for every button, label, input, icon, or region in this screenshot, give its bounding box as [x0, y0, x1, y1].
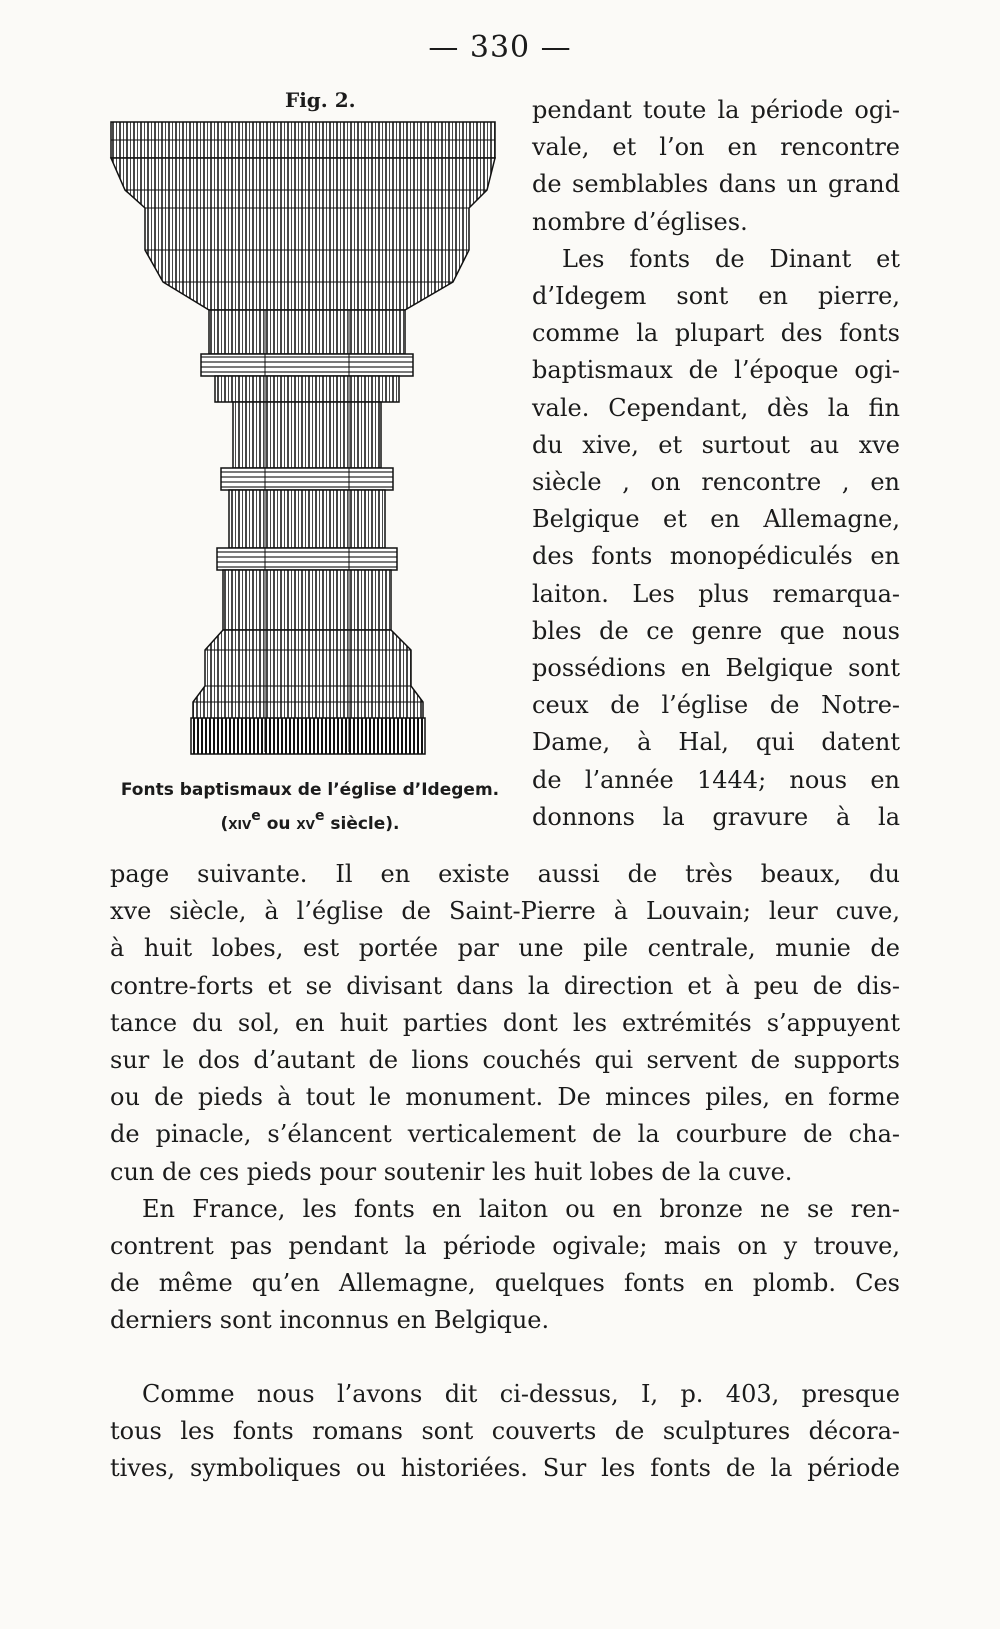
text-line: de même qu’en Allemagne, quelques fonts en plomb. Ces [110, 1269, 900, 1298]
figure-caption: Fonts baptismaux de l’église d’Idegem. [120, 780, 500, 800]
upper-moulding [209, 310, 405, 354]
page-number: — 330 — [428, 30, 572, 65]
figure-caption-date: (xiv$^e$ ou $xv^e$ siècle). [220, 808, 400, 834]
text-line: xve siècle, à l’église de Saint-Pierre à Louvain; leur cuve, [110, 897, 900, 926]
text-line: derniers sont inconnus en Belgique. [110, 1306, 550, 1335]
text-line: tance du sol, en huit parties dont les extrémités s’appuyent [110, 1008, 900, 1037]
text-line: laiton. Les plus remarqua- [532, 579, 900, 608]
text-line: contre-forts et se divisant dans la direction et à peu de dis- [110, 971, 900, 1000]
text-line: ceux de l’église de Notre- [532, 691, 900, 720]
text-line: contrent pas pendant la période ogivale; mais on y trouve, [110, 1232, 900, 1261]
paragraph-gap [110, 1340, 900, 1376]
figure-baptismal-font [95, 88, 525, 848]
text-line: cun de ces pieds pour soutenir les huit lobes de la cuve. [110, 1157, 793, 1186]
text-line: de l’année 1444; nous en [532, 765, 900, 794]
text-line: page suivante. Il en existe aussi de très beaux, du [110, 860, 900, 888]
text-line: comme la plupart des fonts [532, 319, 900, 348]
caption-century-2: xv [296, 814, 315, 834]
text-line: sur le dos d’autant de lions couchés qui servent de supports [110, 1046, 900, 1075]
text-line: de pinacle, s’élancent verticalement de la courbure de cha- [110, 1120, 900, 1149]
text-line: ou de pieds à tout le monument. De minces piles, en forme [110, 1083, 900, 1112]
text-line: à huit lobes, est portée par une pile centrale, munie de [110, 934, 900, 963]
text-line: baptismaux de l’époque ogi- [532, 356, 900, 385]
text-line: nombre d’églises. [532, 207, 748, 236]
text-line: des fonts monopédiculés en [532, 542, 900, 571]
text-line: du xive, et surtout au xve [532, 430, 900, 459]
text-line: possédions en Belgique sont [532, 654, 900, 683]
stem [233, 402, 381, 468]
text-line: vale. Cependant, dès la fin [532, 393, 900, 422]
caption-century-1: xiv [228, 814, 252, 834]
baptismal-font-engraving [105, 120, 515, 770]
text-line: Comme nous l’avons dit ci-dessus, I, p. 403, presque [142, 1379, 900, 1408]
text-line: tives, symboliques ou historiées. Sur les fonts de la période [110, 1454, 900, 1483]
figure-label: Fig. 2. [285, 88, 356, 112]
text-body-full-width [110, 856, 900, 1487]
text-line: bles de ce genre que nous [532, 616, 900, 645]
text-line: vale, et l’on en rencontre [532, 133, 900, 162]
text-line: d’Idegem sont en pierre, [532, 282, 900, 311]
text-line: Dame, à Hal, qui datent [532, 728, 900, 757]
text-line: En France, les fonts en laiton ou en bronze ne se ren- [142, 1194, 900, 1223]
text-line: pendant toute la période ogi- [532, 96, 900, 124]
text-line: Les fonts de Dinant et [562, 244, 900, 273]
text-line: de semblables dans un grand [532, 170, 900, 199]
text-line: tous les fonts romans sont couverts de sculptures décora- [110, 1416, 900, 1445]
bowl-body [111, 158, 495, 310]
text-line: siècle , on rencontre , en [532, 468, 900, 497]
text-line: Belgique et en Allemagne, [532, 505, 900, 534]
text-line: donnons la gravure à la [532, 802, 900, 831]
text-column-narrow [532, 92, 900, 836]
